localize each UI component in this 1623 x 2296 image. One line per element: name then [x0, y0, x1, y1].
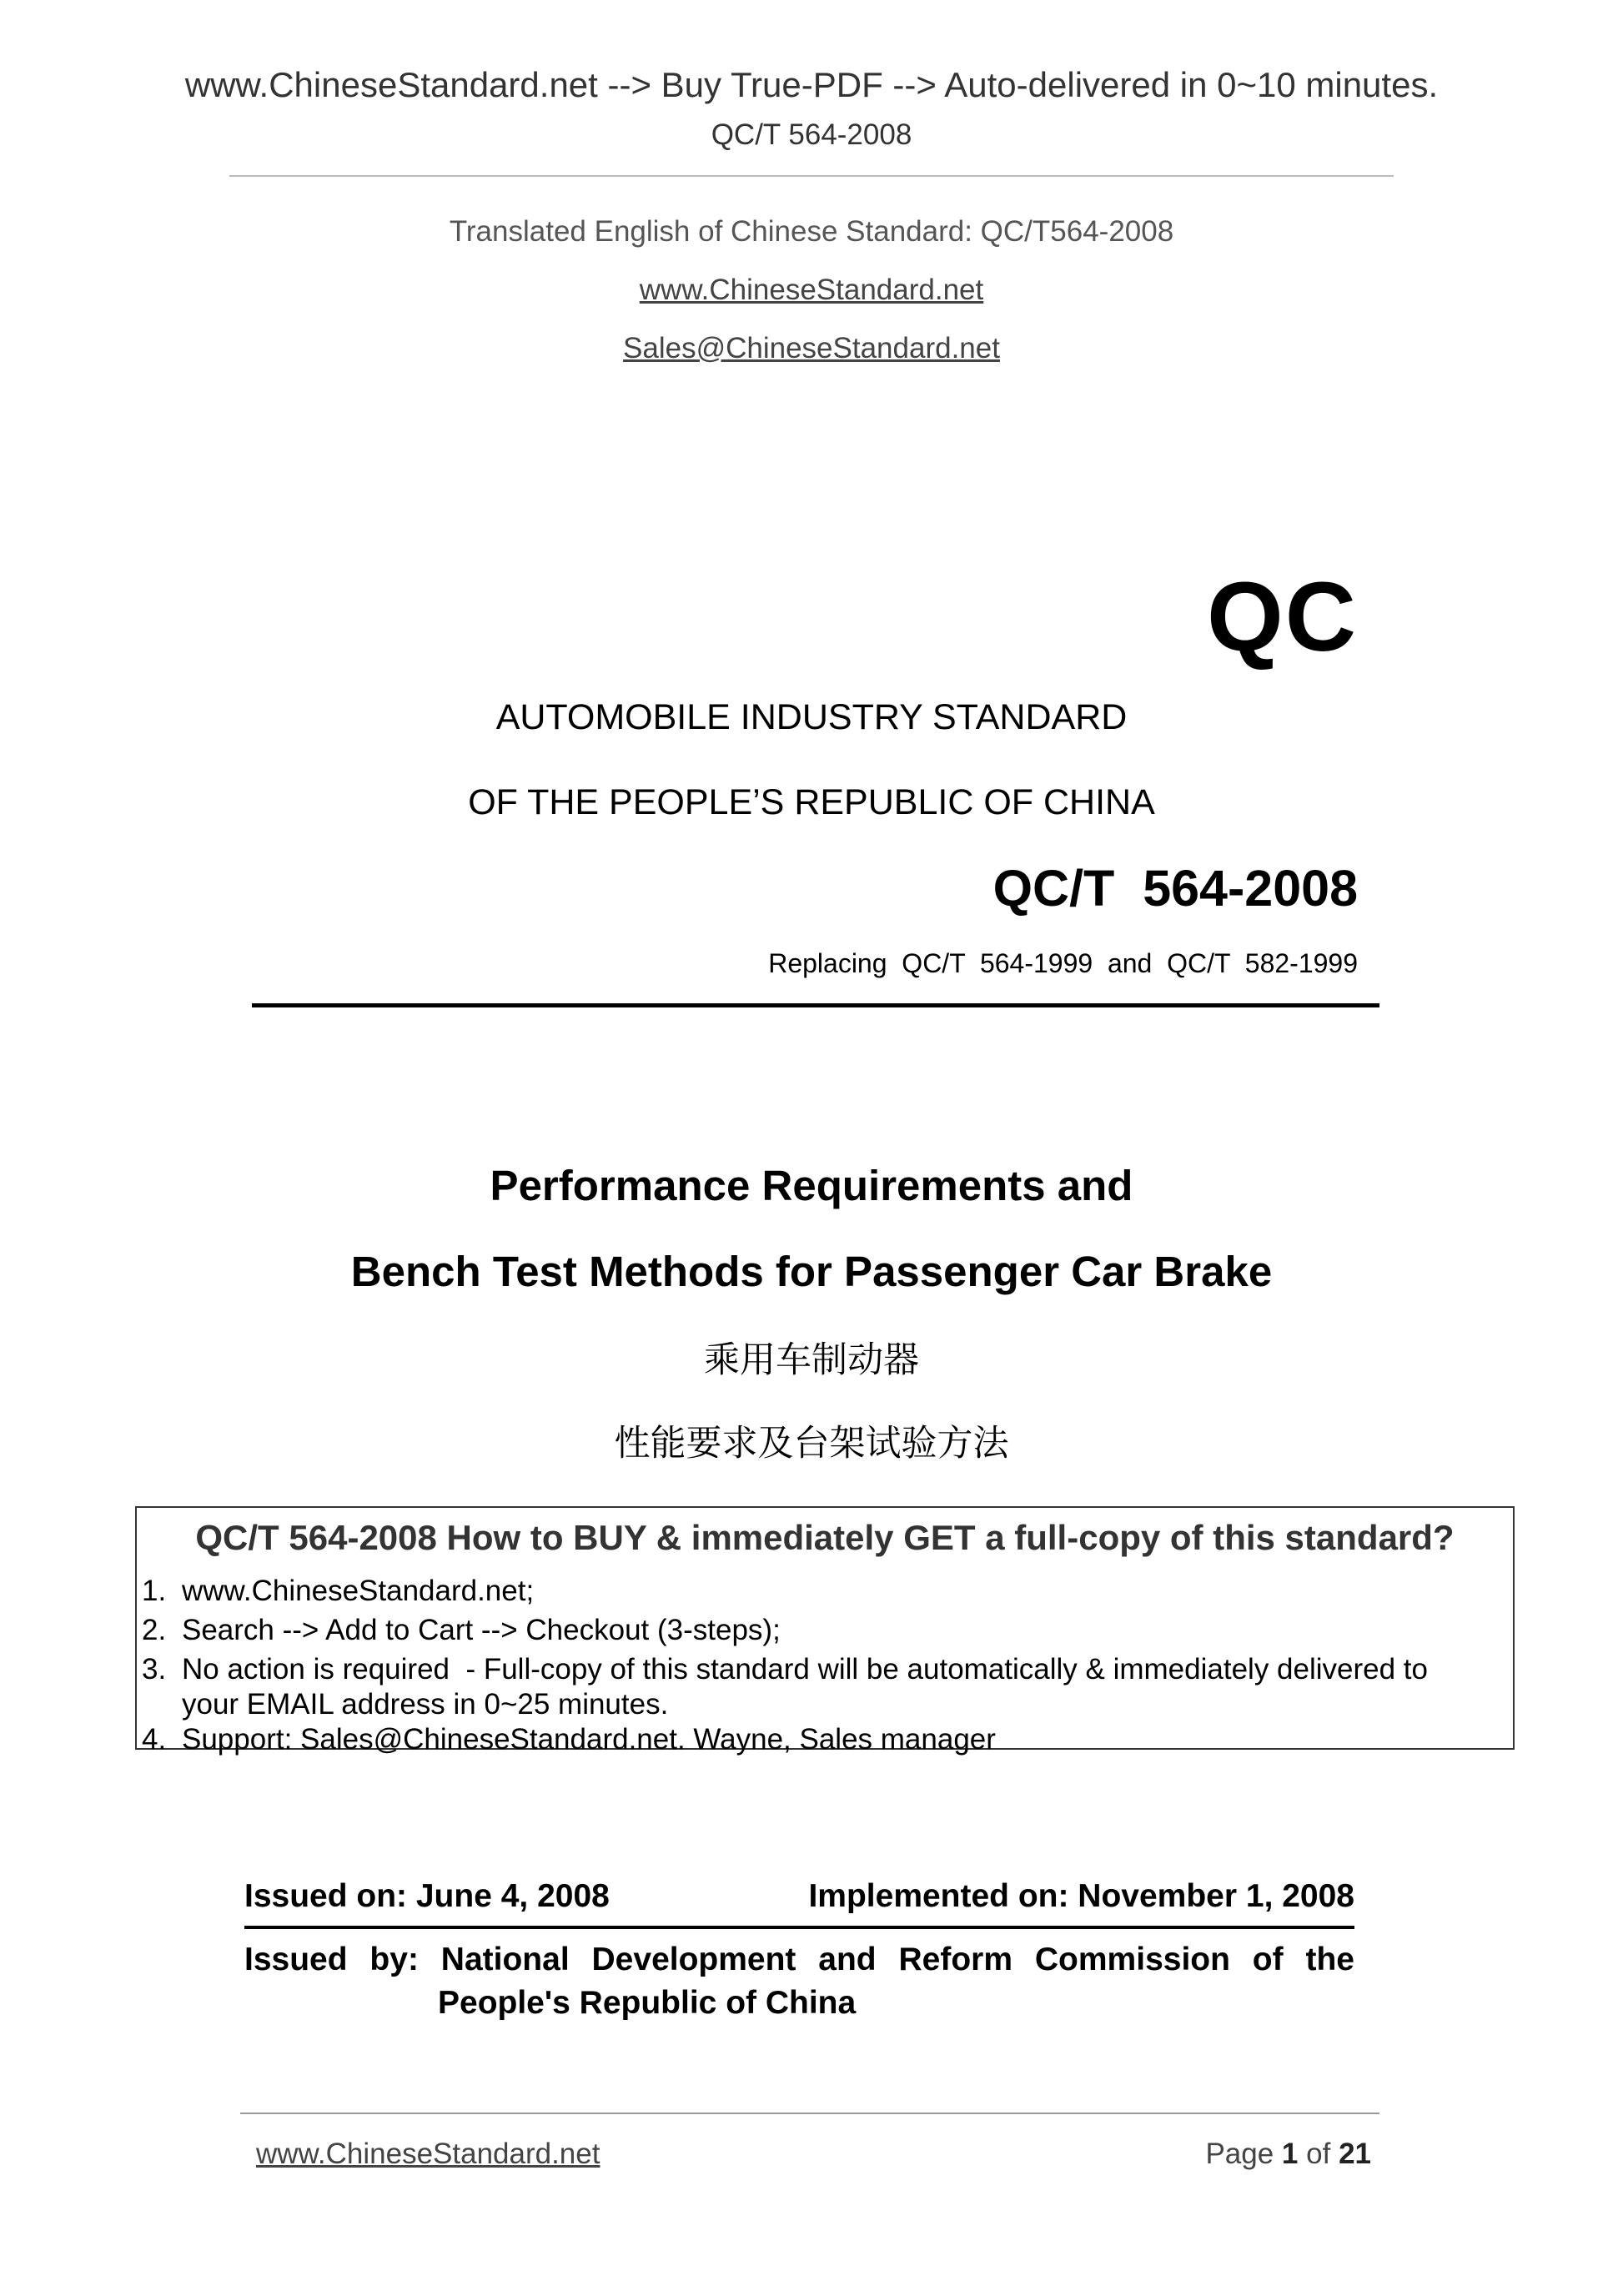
page-label: Page [1205, 2138, 1274, 2170]
title-cn-line2: 性能要求及台架试验方法 [614, 1423, 1009, 1465]
buy-step-number: 3. [142, 1653, 167, 1686]
header-divider [229, 175, 1394, 177]
buy-step-4 [142, 1723, 996, 1756]
buy-step-number: 1. [142, 1575, 167, 1607]
standard-type-line1: AUTOMOBILE INDUSTRY STANDARD [495, 697, 1128, 737]
standard-type-line2: OF THE PEOPLE’S REPUBLIC OF CHINA [468, 782, 1155, 822]
buy-step-2 [142, 1614, 781, 1647]
page-number: 1 [1281, 2138, 1299, 2170]
buy-step-3 [142, 1653, 1428, 1686]
buy-step-number: 4. [142, 1723, 167, 1756]
standard-code: QC/T 564-2008 [992, 860, 1358, 917]
qc-logo: QC [1207, 562, 1358, 672]
buy-step-1 [142, 1575, 534, 1608]
title-cn-line1: 乘用车制动器 [704, 1339, 919, 1381]
page-total: 21 [1339, 2138, 1371, 2170]
page-indicator [1205, 2138, 1371, 2171]
footer-divider [240, 2113, 1379, 2114]
buy-step-3-continued: your EMAIL address in 0~25 minutes. [182, 1688, 669, 1721]
issued-by-line1: Issued by: National Development and Reform Commission of the [244, 1942, 1354, 1977]
translated-note: Translated English of Chinese Standard: QC/T564-2008 [449, 215, 1174, 248]
buy-step-text: Support: Sales@ChineseStandard.net. Wayne, Sales manager [182, 1723, 996, 1756]
header-banner: www.ChineseStandard.net --> Buy True-PDF --> Auto-delivered in 0~10 minutes. [184, 65, 1439, 104]
standard-divider [252, 1003, 1379, 1007]
of-label: of [1306, 2138, 1331, 2170]
buy-step-number: 2. [142, 1614, 167, 1646]
issued-on-date: Issued on: June 4, 2008 [244, 1878, 610, 1914]
footer-website-link[interactable]: www.ChineseStandard.net [256, 2138, 600, 2170]
buy-step-text: No action is required - Full-copy of this standard will be automatically & immediately delivered to [182, 1653, 1428, 1686]
implemented-on-date: Implemented on: November 1, 2008 [808, 1878, 1354, 1914]
issue-divider [244, 1926, 1354, 1929]
buy-step-text: Search --> Add to Cart --> Checkout (3-steps); [182, 1614, 781, 1646]
header-code: QC/T 564-2008 [711, 118, 912, 151]
buy-step-text[interactable]: www.ChineseStandard.net; [182, 1575, 535, 1607]
title-en-line2: Bench Test Methods for Passenger Car Brake [350, 1248, 1273, 1295]
website-link[interactable]: www.ChineseStandard.net [639, 274, 984, 306]
replacing-note: Replacing QC/T 564-1999 and QC/T 582-1999 [768, 948, 1358, 978]
buy-info-box [135, 1506, 1515, 1756]
buy-box-heading: QC/T 564-2008 How to BUY & immediately GET a full-copy of this standard? [195, 1518, 1455, 1557]
issued-by-line2: People's Republic of China [438, 1985, 857, 2021]
website-link-container [0, 274, 1623, 307]
email-link[interactable]: Sales@ChineseStandard.net [623, 332, 1000, 364]
title-en-line1: Performance Requirements and [490, 1162, 1133, 1209]
email-link-container [0, 332, 1623, 365]
